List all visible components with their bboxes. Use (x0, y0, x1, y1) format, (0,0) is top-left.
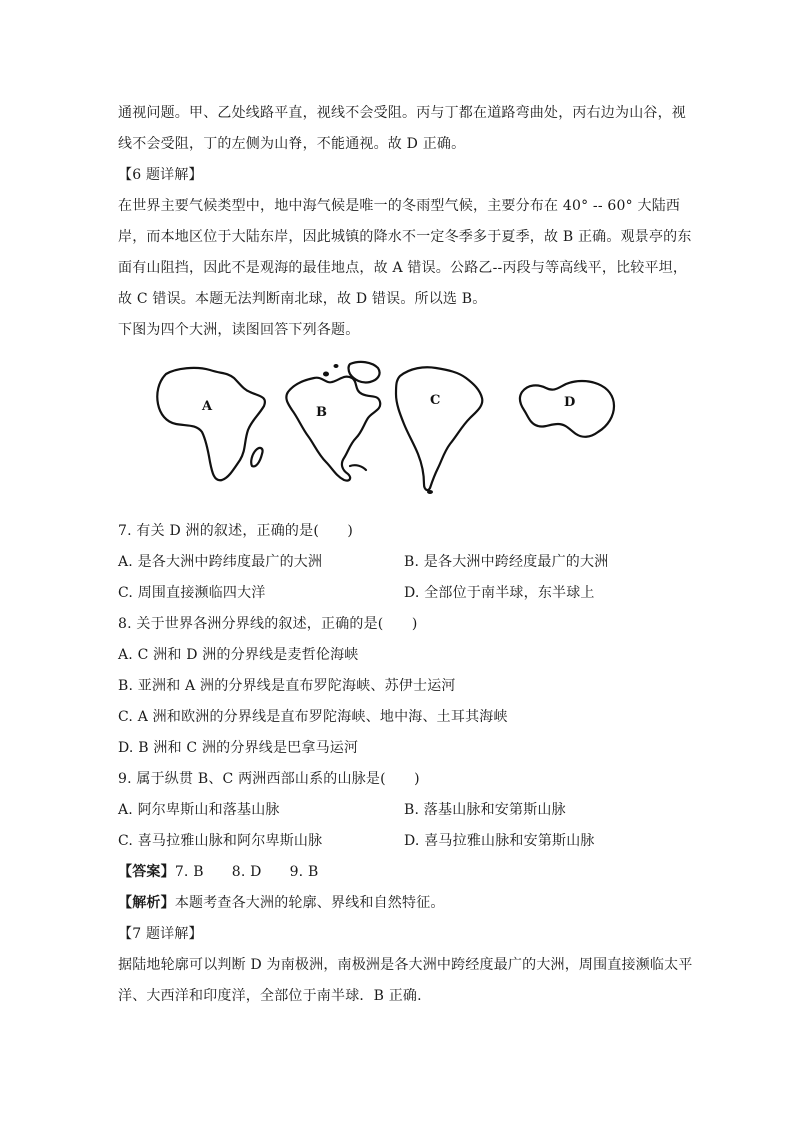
answer-8: 8. D (231, 864, 262, 880)
answer-9: 9. B (289, 864, 319, 880)
document-page (118, 98, 693, 1012)
label-d: D (564, 395, 576, 410)
analysis-line (118, 888, 678, 919)
caribbean-outline (350, 465, 366, 470)
q7-heading: 【7 题详解】 (118, 926, 203, 942)
answer-line (118, 857, 678, 888)
q8-option-d: D. B 洲和 C 洲的分界线是巴拿马运河 (118, 740, 359, 756)
analysis-text: 本题考查各大洲的轮廓、界线和自然特征。 (174, 895, 445, 911)
para1-line2: 线不会受阻，丁的左侧为山脊，不能通视。故 D 正确。 (118, 136, 466, 152)
q8-option-a: A. C 洲和 D 洲的分界线是麦哲伦海峡 (118, 647, 359, 663)
q7-options-row2 (118, 578, 678, 609)
label-b: B (316, 405, 327, 420)
q9-option-a: A. 阿尔卑斯山和落基山脉 (118, 802, 280, 818)
continents-svg (118, 354, 678, 504)
q9-stem: 9. 属于纵贯 B、C 两洲西部山系的山脉是( ) (118, 771, 420, 787)
continent-b-outline (286, 377, 380, 481)
para3-line1: 据陆地轮廓可以判断 D 为南极洲，南极洲是各大洲中跨经度最广的大洲，周围直接濒临太平 (118, 957, 693, 973)
q7-options-row1 (118, 547, 678, 578)
continent-a-outline (157, 368, 265, 480)
q7-stem: 7. 有关 D 洲的叙述，正确的是( ) (118, 523, 354, 539)
island-dot-1 (323, 372, 329, 377)
para3-line2: 洋、大西洋和印度洋，全部位于南半球．B 正确. (118, 988, 422, 1004)
answer-7: 7. B (174, 864, 204, 880)
continent-c-outline (396, 367, 482, 490)
answer-label: 【答案】 (118, 864, 175, 880)
para2-line4: 故 C 错误。本题无法判断南北球，故 D 错误。所以选 B。 (118, 291, 487, 307)
q9-option-d: D. 喜马拉雅山脉和安第斯山脉 (404, 833, 595, 849)
tierra-del-fuego-dot (427, 490, 433, 494)
para2-line3: 面有山阻挡，因此不是观海的最佳地点，故 A 错误。公路乙--丙段与等高线平，比较平坦， (118, 260, 688, 276)
madagascar-outline (251, 448, 262, 466)
para2-line2: 岸，而本地区位于大陆东岸，因此城镇的降水不一定冬季多于夏季，故 B 正确。观景亭的东 (118, 229, 692, 245)
figure-intro: 下图为四个大洲，读图回答下列各题。 (118, 322, 360, 338)
q7-option-c: C. 周围直接濒临四大洋 (118, 585, 266, 601)
island-dot-2 (334, 364, 339, 368)
para1-line1: 通视问题。甲、乙处线路平直，视线不会受阻。丙与丁都在道路弯曲处，丙右边为山谷，视 (118, 105, 686, 121)
q6-heading: 【6 题详解】 (118, 167, 203, 183)
q8-option-b: B. 亚洲和 A 洲的分界线是直布罗陀海峡、苏伊士运河 (118, 678, 456, 694)
q8-option-c: C. A 洲和欧洲的分界线是直布罗陀海峡、地中海、土耳其海峡 (118, 709, 508, 725)
label-a: A (202, 399, 213, 414)
para2-line1: 在世界主要气候类型中，地中海气候是唯一的冬雨型气候，主要分布在 40° -- 60° 大陆西 (118, 198, 681, 214)
q9-option-b: B. 落基山脉和安第斯山脉 (404, 802, 566, 818)
q9-options-row1 (118, 795, 678, 826)
analysis-label: 【解析】 (118, 895, 175, 911)
q9-option-c: C. 喜马拉雅山脉和阿尔卑斯山脉 (118, 833, 323, 849)
q8-stem: 8. 关于世界各洲分界线的叙述，正确的是( ) (118, 616, 418, 632)
q7-option-a: A. 是各大洲中跨纬度最广的大洲 (118, 554, 323, 570)
q7-option-b: B. 是各大洲中跨经度最广的大洲 (404, 554, 609, 570)
q7-option-d: D. 全部位于南半球，东半球上 (404, 585, 595, 601)
q9-options-row2 (118, 826, 678, 857)
continents-figure (118, 354, 678, 504)
label-c: C (430, 393, 441, 408)
